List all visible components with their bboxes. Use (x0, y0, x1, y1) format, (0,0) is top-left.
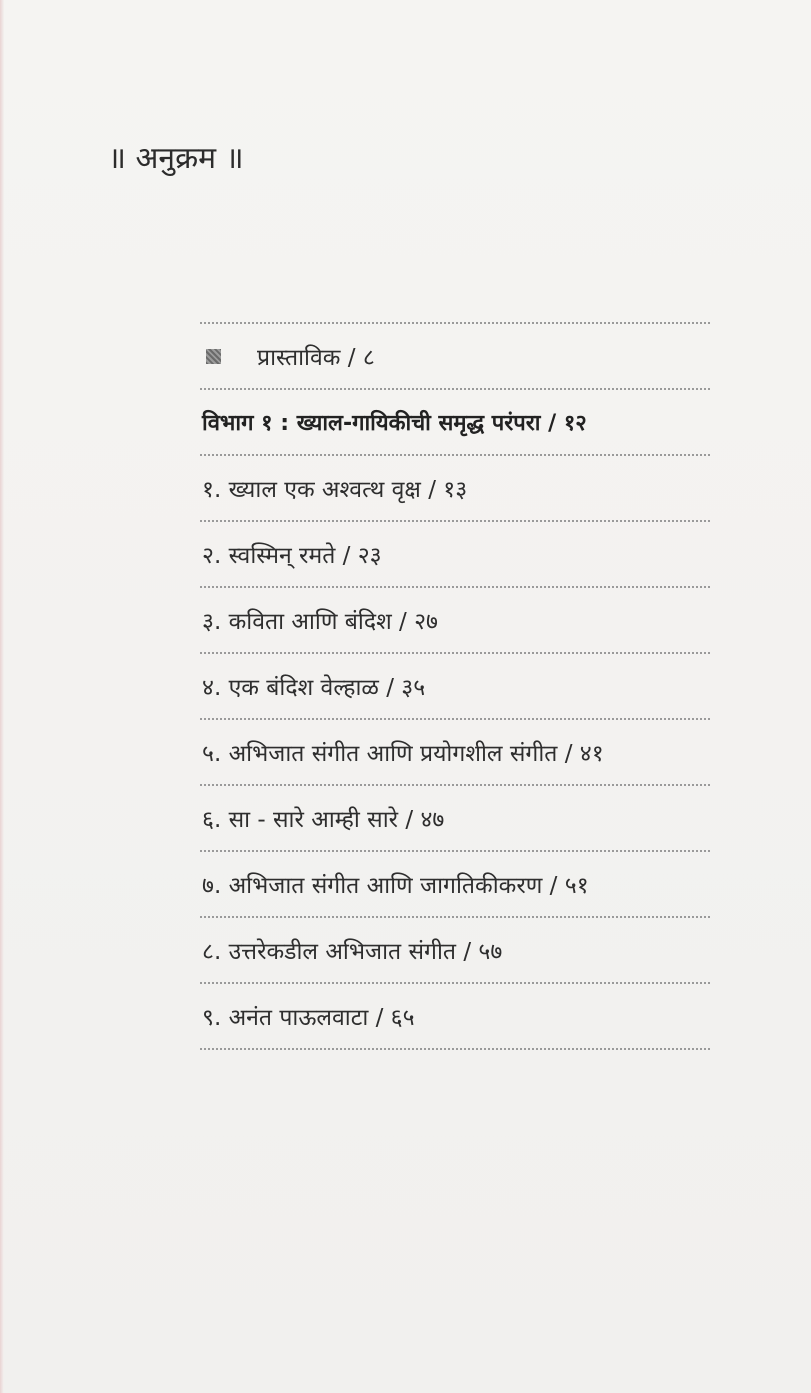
toc-preface (200, 324, 710, 388)
toc-chapter: ९. अनंत पाऊलवाटा / ६५ (202, 1005, 415, 1031)
toc-chapter: १. ख्याल एक अश्वत्थ वृक्ष / १३ (202, 477, 468, 503)
page-title: ॥ अनुक्रम ॥ (108, 141, 244, 176)
toc-chapter: २. स्वस्मिन् रमते / २३ (202, 543, 382, 569)
dotted-divider (200, 1048, 710, 1050)
toc-chapter: ३. कविता आणि बंदिश / २७ (202, 609, 439, 635)
toc-preface-label: प्रास्ताविक / ८ (257, 345, 375, 371)
toc-chapter: ७. अभिजात संगीत आणि जागतिकीकरण / ५१ (202, 873, 589, 899)
page-edge (0, 0, 4, 1393)
toc-chapter: ५. अभिजात संगीत आणि प्रयोगशील संगीत / ४१ (202, 741, 604, 767)
toc-section-heading: विभाग १ : ख्याल-गायिकीची समृद्ध परंपरा / १२ (202, 411, 587, 436)
toc-chapter: ८. उत्तरेकडील अभिजात संगीत / ५७ (202, 939, 503, 965)
toc-chapter: ४. एक बंदिश वेल्हाळ / ३५ (202, 675, 426, 701)
square-bullet-icon (206, 349, 221, 364)
toc-chapter: ६. सा - सारे आम्ही सारे / ४७ (202, 807, 445, 833)
table-of-contents (200, 322, 710, 1050)
